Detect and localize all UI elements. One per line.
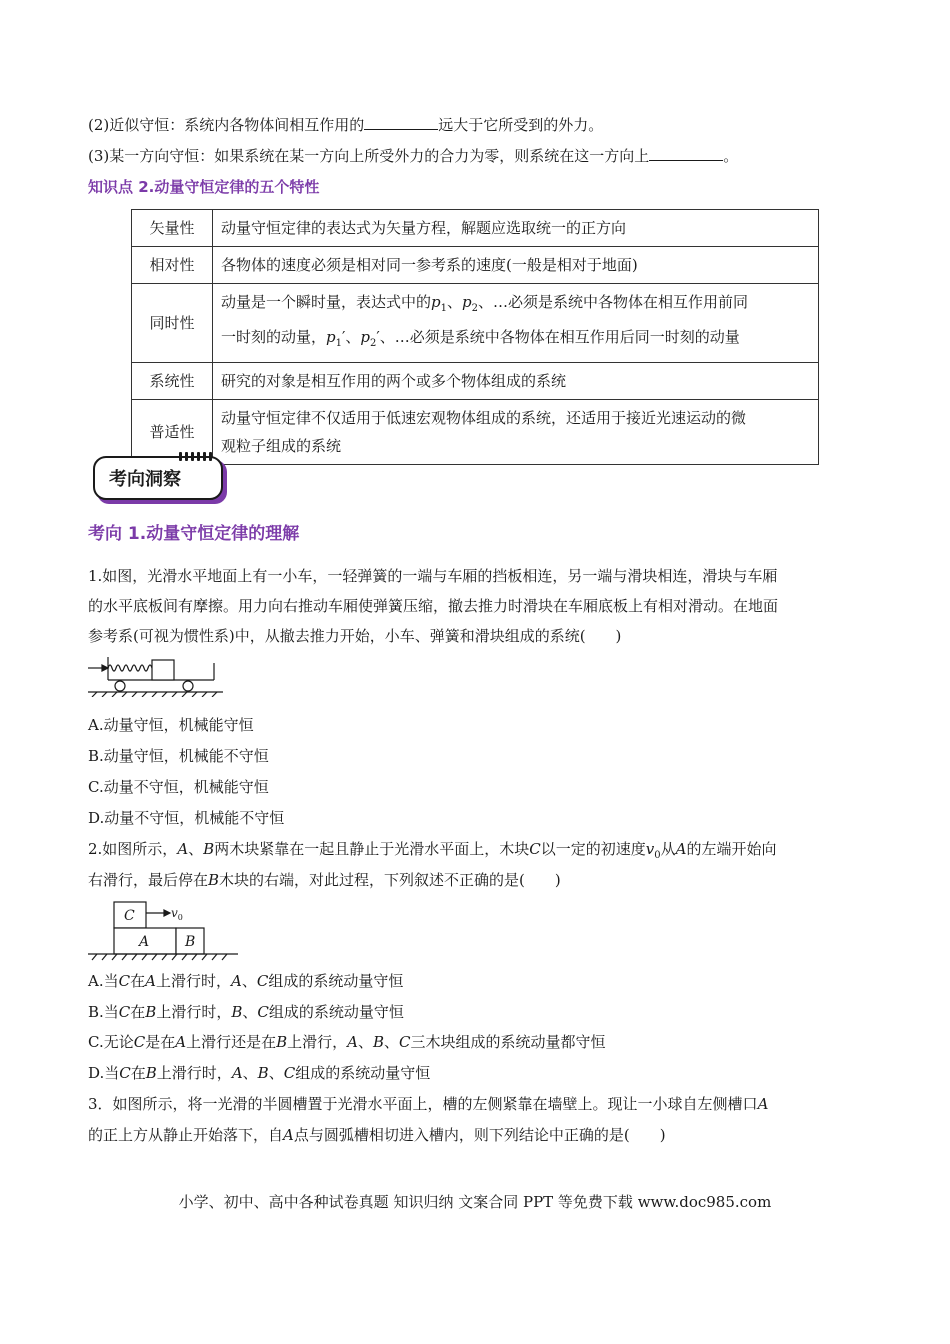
q2-option-d[interactable]: D.当C在B上滑行时，A、B、C组成的系统动量守恒 <box>88 1064 431 1082</box>
q2-option-b[interactable]: B.当C在B上滑行时，B、C组成的系统动量守恒 <box>88 1003 404 1021</box>
q1-option-a[interactable]: A.动量守恒，机械能守恒 <box>88 716 254 734</box>
question-2-line-1: 2.如图所示，A、B两木块紧靠在一起且静止于光滑水平面上，木块C以一定的初速度$v_0$从A的左端开始向 <box>88 840 777 861</box>
question-3-line-1: 3．如图所示，将一光滑的半圆槽置于光滑水平面上，槽的左侧紧靠在墙壁上。现让一小球自左侧槽口A <box>88 1095 769 1113</box>
table-row <box>132 363 819 400</box>
table-row <box>132 247 819 284</box>
question-3-line-2: 的正上方从静止开始落下，自A点与圆弧槽相切进入槽内，则下列结论中正确的是( ) <box>88 1126 666 1144</box>
table-key: 系统性 <box>132 363 213 400</box>
blocks-figure <box>88 899 238 961</box>
block-a-label: A <box>139 934 150 950</box>
q2-option-c[interactable]: C.无论C是在A上滑行还是在B上滑行，A、B、C三木块组成的系统动量都守恒 <box>88 1033 606 1051</box>
block-c-label: C <box>124 908 135 924</box>
section-badge <box>93 452 231 508</box>
table-value: 动量守恒定律的表达式为矢量方程，解题应选取统一的正方向 <box>213 210 819 247</box>
table-key: 矢量性 <box>132 210 213 247</box>
question-1: 1.如图，光滑水平地面上有一小车，一轻弹簧的一端与车厢的挡板相连，另一端与滑块相连，滑块与车厢 的水平底板间有摩擦。用力向右推动车厢使弹簧压缩，撤去推力时滑块在车厢底板上有相对滑动。在地面 参考系(可视为惯性系)中，从撤去推力开始，小车、弹簧和滑块组成的系统( ) <box>88 567 779 645</box>
page-footer: 小学、初中、高中各种试卷真题 知识归纳 文案合同 PPT 等免费下载 www.doc985.com <box>178 1193 772 1211</box>
topic-heading: 考向 1.动量守恒定律的理解 <box>88 524 300 544</box>
table-key: 相对性 <box>132 247 213 284</box>
table-row <box>132 284 819 363</box>
table-value: 研究的对象是相互作用的两个或多个物体组成的系统 <box>213 363 819 400</box>
properties-table <box>131 209 819 465</box>
table-row <box>132 210 819 247</box>
velocity-label: $v_0$ <box>171 906 183 922</box>
fill-blank[interactable] <box>364 115 438 130</box>
q1-option-b[interactable]: B.动量守恒，机械能不守恒 <box>88 747 269 765</box>
question-2-line-2: 右滑行，最后停在B木块的右端，对此过程，下列叙述不正确的是( ) <box>88 871 561 889</box>
table-key: 普适性 <box>132 400 213 465</box>
q2-option-a[interactable]: A.当C在A上滑行时，A、C组成的系统动量守恒 <box>88 972 404 990</box>
table-row <box>132 400 819 465</box>
line-direction-conservation: (3)某一方向守恒：如果系统在某一方向上所受外力的合力为零，则系统在这一方向上 。 <box>88 147 739 165</box>
table-value: 动量守恒定律不仅适用于低速宏观物体组成的系统，还适用于接近光速运动的微 观粒子组成的系统 <box>213 400 819 465</box>
table-value: 各物体的速度必须是相对同一参考系的速度(一般是相对于地面) <box>213 247 819 284</box>
table-key: 同时性 <box>132 284 213 363</box>
q1-option-d[interactable]: D.动量不守恒，机械能不守恒 <box>88 809 285 827</box>
table-value: 动量是一个瞬时量，表达式中的$p_1$、$p_2$、…必须是系统中各物体在相互作用前同 一时刻的动量，$p_1'$、$p_2'$、…必须是系统中各物体在相互作用后同一时刻的动量 <box>213 284 819 363</box>
fill-blank[interactable] <box>649 146 723 161</box>
block-b-label: B <box>185 934 196 950</box>
badge-label: 考向洞察 <box>109 469 181 490</box>
line-near-conservation: (2)近似守恒：系统内各物体间相互作用的 远大于它所受到的外力。 <box>88 116 604 134</box>
cart-spring-figure <box>88 655 223 697</box>
q1-option-c[interactable]: C.动量不守恒，机械能守恒 <box>88 778 269 796</box>
badge-graphic <box>93 452 231 508</box>
section-heading: 知识点 2.动量守恒定律的五个特性 <box>88 178 320 196</box>
